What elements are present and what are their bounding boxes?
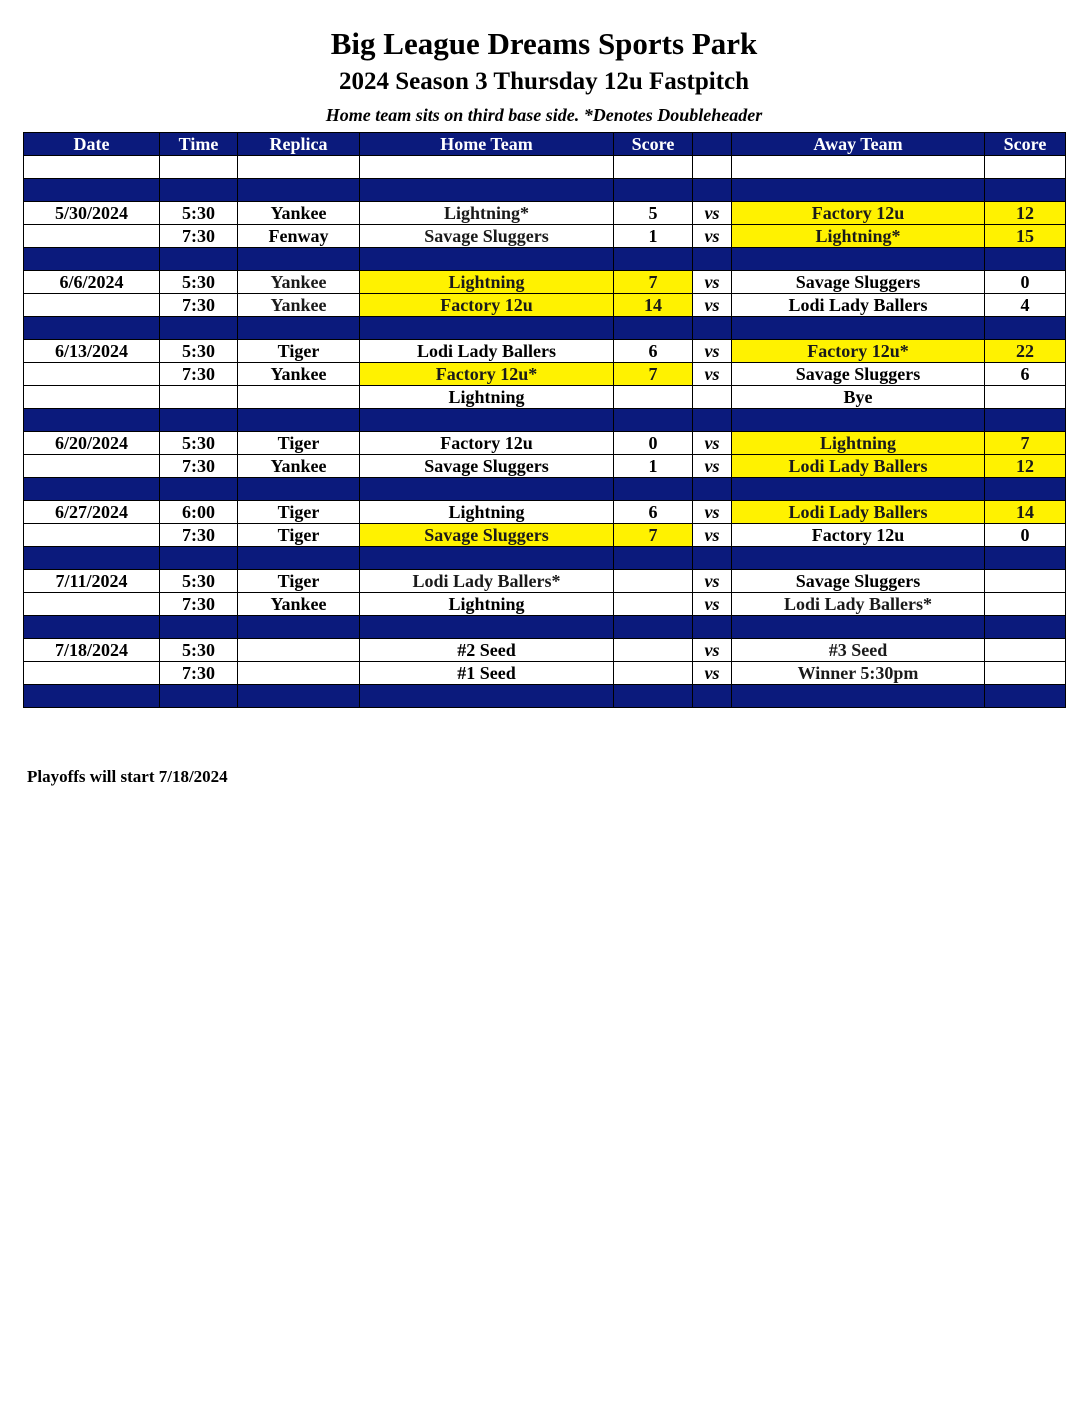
away-team-cell: Savage Sluggers [732,271,985,294]
empty-cell [614,179,693,202]
vs-cell: vs [693,340,732,363]
empty-cell [614,317,693,340]
away-team-cell: Factory 12u [732,524,985,547]
empty-cell [360,478,614,501]
empty-cell [238,156,360,179]
empty-cell [614,478,693,501]
separator-row [24,616,1066,639]
empty-cell [360,685,614,708]
empty-cell [24,156,160,179]
empty-cell [732,547,985,570]
vs-cell: vs [693,639,732,662]
empty-cell [693,409,732,432]
replica-cell [238,662,360,685]
home-team-cell: Lodi Lady Ballers* [360,570,614,593]
date-cell: 6/27/2024 [24,501,160,524]
empty-cell [24,547,160,570]
game-row [24,593,1066,616]
home-team-cell: Savage Sluggers [360,524,614,547]
game-row [24,432,1066,455]
schedule-note: Home team sits on third base side. *Denotes Doubleheader [325,105,763,125]
date-cell [24,386,160,409]
empty-cell [160,616,238,639]
away-score-cell: 12 [985,455,1066,478]
date-cell [24,455,160,478]
empty-cell [238,478,360,501]
game-row [24,294,1066,317]
replica-cell: Tiger [238,524,360,547]
empty-cell [238,248,360,271]
vs-cell: vs [693,501,732,524]
away-team-cell: Bye [732,386,985,409]
vs-cell [693,386,732,409]
home-score-cell [614,639,693,662]
date-cell: 5/30/2024 [24,202,160,225]
empty-cell [238,685,360,708]
away-team-cell: Lodi Lady Ballers [732,455,985,478]
away-team-cell: Savage Sluggers [732,570,985,593]
vs-cell: vs [693,455,732,478]
separator-row [24,409,1066,432]
vs-cell: vs [693,363,732,386]
empty-cell [160,156,238,179]
away-team-cell: Factory 12u* [732,340,985,363]
replica-cell [238,639,360,662]
home-team-cell: Savage Sluggers [360,225,614,248]
date-cell: 6/6/2024 [24,271,160,294]
game-row [24,202,1066,225]
replica-cell: Yankee [238,363,360,386]
game-row [24,455,1066,478]
empty-cell [238,179,360,202]
empty-cell [732,317,985,340]
game-row [24,386,1066,409]
home-team-cell: Factory 12u [360,294,614,317]
home-team-cell: Lodi Lady Ballers [360,340,614,363]
col-header-time: Time [160,133,238,156]
empty-cell [360,179,614,202]
time-cell: 7:30 [160,455,238,478]
home-score-cell [614,570,693,593]
time-cell: 7:30 [160,662,238,685]
empty-cell [614,409,693,432]
home-score-cell: 14 [614,294,693,317]
separator-row [24,317,1066,340]
game-row [24,639,1066,662]
date-cell [24,294,160,317]
empty-cell [160,547,238,570]
empty-cell [614,616,693,639]
col-header-replica: Replica [238,133,360,156]
away-team-cell: Lodi Lady Ballers [732,501,985,524]
empty-cell [732,685,985,708]
vs-cell: vs [693,294,732,317]
schedule-body [24,156,1066,708]
away-score-cell: 14 [985,501,1066,524]
replica-cell: Tiger [238,501,360,524]
empty-cell [24,685,160,708]
empty-cell [614,248,693,271]
home-score-cell: 7 [614,271,693,294]
vs-cell: vs [693,570,732,593]
away-score-cell: 6 [985,363,1066,386]
away-score-cell [985,386,1066,409]
replica-cell: Tiger [238,340,360,363]
empty-cell [160,409,238,432]
away-score-cell: 15 [985,225,1066,248]
vs-cell: vs [693,593,732,616]
empty-cell [985,409,1066,432]
home-score-cell: 6 [614,501,693,524]
away-team-cell: Factory 12u [732,202,985,225]
home-team-cell: Lightning [360,271,614,294]
vs-cell: vs [693,432,732,455]
home-score-cell: 0 [614,432,693,455]
home-team-cell: Lightning* [360,202,614,225]
empty-cell [24,179,160,202]
time-cell: 5:30 [160,570,238,593]
col-header-home-team: Home Team [360,133,614,156]
empty-cell [693,478,732,501]
game-row [24,271,1066,294]
time-cell: 7:30 [160,294,238,317]
home-score-cell [614,386,693,409]
away-team-cell: Lightning [732,432,985,455]
empty-cell [693,547,732,570]
away-team-cell: Lodi Lady Ballers* [732,593,985,616]
away-score-cell [985,662,1066,685]
replica-cell: Yankee [238,455,360,478]
col-header-vs [693,133,732,156]
empty-cell [732,616,985,639]
home-score-cell: 1 [614,225,693,248]
empty-cell [160,478,238,501]
col-header-away-score: Score [985,133,1066,156]
replica-cell: Tiger [238,570,360,593]
empty-cell [693,685,732,708]
home-score-cell: 1 [614,455,693,478]
date-cell [24,524,160,547]
empty-cell [360,547,614,570]
game-row [24,225,1066,248]
separator-row [24,685,1066,708]
empty-cell [985,248,1066,271]
separator-row [24,478,1066,501]
time-cell: 7:30 [160,225,238,248]
empty-cell [160,685,238,708]
empty-cell [24,478,160,501]
empty-cell [985,685,1066,708]
empty-cell [238,409,360,432]
home-team-cell: Lightning [360,501,614,524]
away-score-cell [985,570,1066,593]
empty-cell [24,616,160,639]
away-score-cell: 0 [985,524,1066,547]
page-title: Big League Dreams Sports Park [330,26,758,61]
empty-cell [24,248,160,271]
away-score-cell: 22 [985,340,1066,363]
empty-cell [360,248,614,271]
game-row [24,524,1066,547]
col-header-date: Date [24,133,160,156]
replica-cell: Yankee [238,593,360,616]
home-score-cell [614,662,693,685]
date-cell [24,363,160,386]
time-cell: 5:30 [160,202,238,225]
game-row [24,340,1066,363]
home-score-cell [614,593,693,616]
away-score-cell: 12 [985,202,1066,225]
blank-row [24,156,1066,179]
page-subtitle: 2024 Season 3 Thursday 12u Fastpitch [338,68,750,95]
empty-cell [693,616,732,639]
home-score-cell: 7 [614,363,693,386]
date-cell: 7/11/2024 [24,570,160,593]
away-team-cell: Winner 5:30pm [732,662,985,685]
schedule-table [23,132,1066,708]
away-team-cell: Savage Sluggers [732,363,985,386]
replica-cell: Fenway [238,225,360,248]
empty-cell [732,179,985,202]
time-cell: 5:30 [160,639,238,662]
home-score-cell: 6 [614,340,693,363]
empty-cell [614,156,693,179]
date-cell: 7/18/2024 [24,639,160,662]
separator-row [24,179,1066,202]
col-header-home-score: Score [614,133,693,156]
away-score-cell: 0 [985,271,1066,294]
game-row [24,570,1066,593]
empty-cell [732,156,985,179]
header-row [24,133,1066,156]
separator-row [24,547,1066,570]
empty-cell [693,156,732,179]
home-team-cell: Lightning [360,593,614,616]
empty-cell [160,179,238,202]
empty-cell [238,616,360,639]
away-team-cell: Lightning* [732,225,985,248]
time-cell: 5:30 [160,271,238,294]
home-team-cell: Factory 12u [360,432,614,455]
replica-cell: Tiger [238,432,360,455]
vs-cell: vs [693,524,732,547]
empty-cell [360,317,614,340]
home-score-cell: 5 [614,202,693,225]
game-row [24,363,1066,386]
empty-cell [693,179,732,202]
empty-cell [360,409,614,432]
empty-cell [614,685,693,708]
time-cell: 7:30 [160,363,238,386]
empty-cell [732,409,985,432]
home-team-cell: #1 Seed [360,662,614,685]
home-team-cell: Lightning [360,386,614,409]
empty-cell [24,409,160,432]
away-score-cell [985,593,1066,616]
home-score-cell: 7 [614,524,693,547]
empty-cell [693,317,732,340]
replica-cell: Yankee [238,202,360,225]
time-cell [160,386,238,409]
empty-cell [24,317,160,340]
empty-cell [985,156,1066,179]
vs-cell: vs [693,662,732,685]
vs-cell: vs [693,225,732,248]
vs-cell: vs [693,202,732,225]
empty-cell [238,317,360,340]
date-cell: 6/13/2024 [24,340,160,363]
empty-cell [732,248,985,271]
empty-cell [985,616,1066,639]
separator-row [24,248,1066,271]
time-cell: 5:30 [160,340,238,363]
time-cell: 6:00 [160,501,238,524]
date-cell [24,593,160,616]
replica-cell: Yankee [238,294,360,317]
playoffs-note: Playoffs will start 7/18/2024 [27,767,228,786]
empty-cell [360,616,614,639]
date-cell: 6/20/2024 [24,432,160,455]
empty-cell [614,547,693,570]
date-cell [24,225,160,248]
empty-cell [238,547,360,570]
empty-cell [693,248,732,271]
empty-cell [985,317,1066,340]
away-team-cell: #3 Seed [732,639,985,662]
away-team-cell: Lodi Lady Ballers [732,294,985,317]
col-header-away-team: Away Team [732,133,985,156]
empty-cell [160,317,238,340]
empty-cell [160,248,238,271]
game-row [24,501,1066,524]
time-cell: 7:30 [160,593,238,616]
replica-cell [238,386,360,409]
away-score-cell: 7 [985,432,1066,455]
empty-cell [985,478,1066,501]
empty-cell [985,179,1066,202]
time-cell: 7:30 [160,524,238,547]
empty-cell [360,156,614,179]
home-team-cell: Savage Sluggers [360,455,614,478]
empty-cell [985,547,1066,570]
away-score-cell: 4 [985,294,1066,317]
date-cell [24,662,160,685]
game-row [24,662,1066,685]
home-team-cell: Factory 12u* [360,363,614,386]
vs-cell: vs [693,271,732,294]
replica-cell: Yankee [238,271,360,294]
away-score-cell [985,639,1066,662]
home-team-cell: #2 Seed [360,639,614,662]
empty-cell [732,478,985,501]
time-cell: 5:30 [160,432,238,455]
